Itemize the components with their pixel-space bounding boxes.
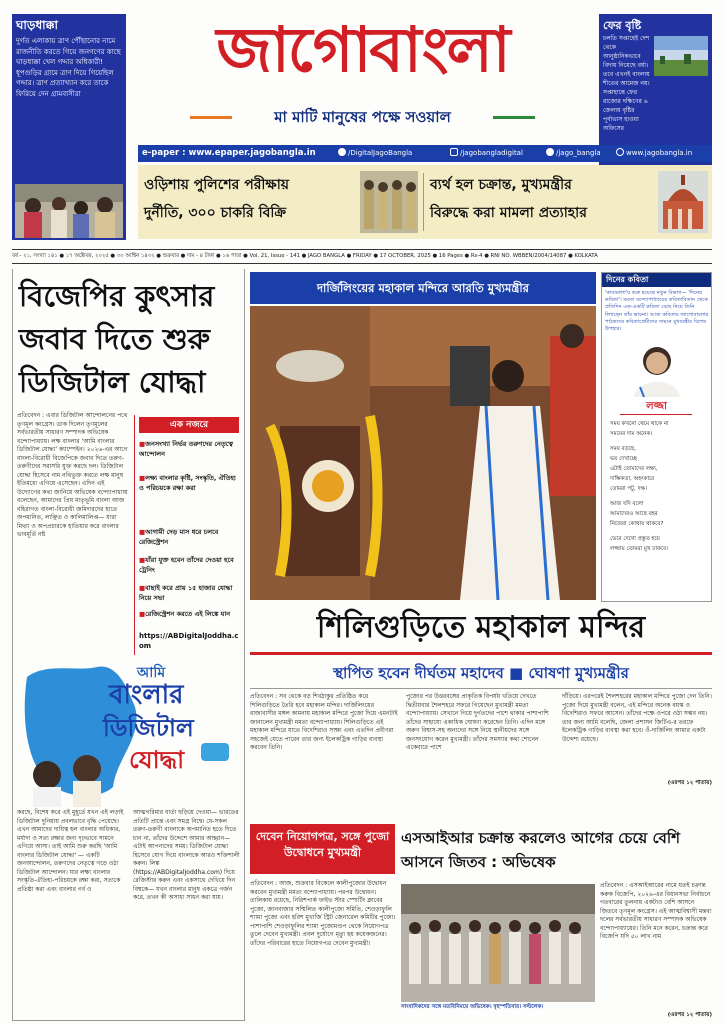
promo-right-line1[interactable]: ব্যর্থ হল চক্রান্ত, মুখ্যমন্ত্রীর <box>430 177 572 193</box>
left-box-title: ঘাড়ধাক্কা <box>16 18 58 32</box>
tagline-right-rule <box>493 116 535 119</box>
dateline: বর্ষ - ২১, সংখ্যা ১৪১ ● ১৭ অক্টোবর, ২০২৫ ● ৩০ আশ্বিন ১৪৩২ ● শুক্রবার ● দাম - ৪ টাকা ● ১৬ পাতা ● Vol. 21, Issue - 141 ● JAGO BANGLA ● FRIDAY ● 17 OCTOBER, 2025 ● 16 Pages ● Rs-4 ● RNI NO. WBBEN/2004/14087 ● KOLKATA <box>12 253 598 259</box>
poem-line-3: সময় বড়ছে, <box>610 446 636 452</box>
digital-warrior-poster <box>17 657 239 807</box>
photo-story-title[interactable]: দার্জিলিংয়ের মহাকাল মন্দিরে আরতি মুখ্যমন্ত্রীর <box>250 272 596 304</box>
bullet-icon: ■ <box>139 440 146 448</box>
social-instagram[interactable] <box>450 148 523 157</box>
lead-rule-bottom <box>250 688 712 689</box>
instagram-icon <box>450 148 458 156</box>
glance-item-4: ■যাঁরা যুক্ত হবেন তাঁদের দেওয়া হবে ট্রেনিং <box>139 556 234 574</box>
poem-header: দিনের কবিতা <box>602 273 711 287</box>
main-body-2: করছে, বিশেষ করে এই মুহূর্তে যখন এই লড়াই ডিজিটাল দুনিয়ায় প্রবলভাবে বৃদ্ধি পেয়েছে। এখন আমাদের দায়িত্ব হল বাংলার অধিকার, মর্যাদা ও সত্য রক্ষার জন্য দৃঢ়ভাবে সামনে এগিয়ে আসা। তাই আমি শুরু করছি 'আমি বাংলার ডিজিটাল যোদ্ধা' — একটি জনআন্দোলন, তরুণদের নেতৃত্বে গড়ে ওঠা ডিজিটাল আন্দোলন। যার লক্ষ্য বাংলার সংস্কৃতি-ঐতিহ্য-পরিচয়কে রক্ষা করা, সত্যকে প্রতিষ্ঠা করা এবং বাংলার গর্ব ও <box>17 809 124 893</box>
bullet-icon: ■ <box>139 584 146 592</box>
masthead-tagline: মা মাটি মানুষের পক্ষে সওয়াল <box>274 108 451 126</box>
facebook-handle: /DigitalJagoBangla <box>348 149 413 157</box>
poem-line-8: আজ যদি বলো <box>610 501 644 507</box>
temple-aarti-photo <box>250 306 596 600</box>
promo-left-line2[interactable]: দুর্নীতি, ৩০০ চাকরি বিক্রি <box>144 205 287 221</box>
poster-line-1: আমি <box>137 665 166 681</box>
bullet-icon: ■ <box>139 610 146 618</box>
promo-divider <box>423 173 424 231</box>
press-photo-caption: সাংবাদিকদের সঙ্গে মতবিনিময়ে অভিষেক। বৃহস্পতিবার। সল্টলেক। <box>401 1004 544 1010</box>
poem-line-6: দাম্ভিকতা, অহংকারে <box>610 476 655 482</box>
poem-line-5: এটাই তোমাদের লক্ষ্য, <box>610 466 658 472</box>
glance-box <box>134 415 242 655</box>
poem-line-9: আমাদেরও আছে বহর <box>610 511 658 517</box>
poem-line-11: ভেবে দেখো প্রস্তুত হয়ে <box>610 536 660 542</box>
masthead-logo[interactable]: জাগোবাংলা <box>216 13 509 86</box>
poster-line-4: যোদ্ধা <box>129 746 185 774</box>
bullet-icon: ■ <box>139 474 146 482</box>
promo-left-line1[interactable]: ওড়িশায় পুলিশের পরীক্ষায় <box>144 177 290 193</box>
main-story <box>12 269 245 1021</box>
instagram-handle: /jagobangladigital <box>460 149 523 157</box>
poem-title: লজ্জা <box>646 401 667 412</box>
poster-line-3: ডিজিটাল <box>103 714 194 742</box>
facebook-icon <box>338 148 346 156</box>
glance-item-6: ■রেজিস্ট্রেশন করতে এই লিঙ্কে যান <box>139 610 231 618</box>
social-website[interactable] <box>616 148 692 157</box>
left-news-box <box>12 14 126 240</box>
poem-line-7: তোমরা পটু, দক্ষ। <box>610 486 647 492</box>
epaper-link[interactable]: e-paper : www.epaper.jagobangla.in <box>142 148 316 158</box>
glance-title: এক নজরে <box>139 417 239 433</box>
main-body-1: প্রতিবেদন : এবার ডিজিটাল আন্দোলনের পথে তৃণমূল কংগ্রেস। ডাক দিলেন তৃণমূলের সর্বভারতীয় সাধারণ সম্পাদক অভিষেক বন্দ্যোপাধ্যায়। লক্ষ বাংলার 'আমি বাংলার ডিজিটাল যোদ্ধা' ক্যাম্পেইন। ২০২৬-এর আগে বাংলা-বিরোধী বিজেপিকে জবাব দিতে তরুণ-তরুণীদের সরাসরি যুক্ত করছে দল। ডিজিটাল যোদ্ধা হিসেবে নাম নথিভুক্ত করতে লক্ষ মানুষ ইতিমধ্যে এগিয়ে এসেছেন। এদিন এই উদ্যোগের কথা জানিয়ে অভিষেক বন্দ্যোপাধ্যায় বলেছেন, আমাদের প্রিয় মাতৃভূমি বাংলা আজ বহিরাগত বাংলা-বিরোধী জমিদারদের হাতে অপমানিত, লাঞ্ছিত ও কালিমালিপ্ত— যারা মিথ্যা ও অপপ্রচারকে হাতিয়ার করে বাংলার ভাবমূর্তি নষ্ট <box>17 412 128 538</box>
social-twitter[interactable] <box>546 148 601 157</box>
bottom-left-headline[interactable]: দেবেন নিয়োগপত্র, সঙ্গে পুজো উদ্বোধনে মুখ্যমন্ত্রী <box>250 824 395 874</box>
bottom-right-headline[interactable]: এসআইআর চক্রান্ত করলেও আগের চেয়ে বেশি আসনে জিতব : অভিষেক <box>401 829 681 871</box>
right-box-photo <box>654 36 708 76</box>
lead-headline[interactable]: শিলিগুড়িতে মহাকাল মন্দির <box>316 610 646 645</box>
globe-icon <box>616 148 624 156</box>
poem-ornament <box>620 414 692 415</box>
lead-col-2: পুজোর পর উত্তরবঙ্গের প্রাকৃতিক বিপর্যয় খতিয়ে দেখতে দ্বিতীয়বার শৈলশহরে সফরে গিয়েছেন মুখ্যমন্ত্রী মমতা বন্দ্যোপাধ্যায়। সেখানে গিয়ে দুর্গতদের পাশে থাকার পাশাপাশি তাঁদের সাহায্যে একাধিক ঘোষণা করেছেন তিনি। এদিন মঙ্গে অরুণ বিশ্বাস-সহ অন্যদের সঙ্গে নিয়ে স্থানীয়দের সঙ্গে জনসংযোগ করেন মুখ্যমন্ত্রী। তাঁদের সমস্যার কথা শোনেন একেবারে পাশে <box>406 693 549 751</box>
poet-portrait <box>616 337 698 397</box>
social-facebook[interactable] <box>338 148 412 157</box>
main-headline[interactable]: বিজেপির কুৎসার জবাব দিতে শুরু ডিজিটাল যোদ্ধা <box>19 279 215 399</box>
poster-line-2: বাংলার <box>109 680 184 710</box>
right-box-body: চলতি সপ্তাহেই দেশ থেকে আনুষ্ঠানিকভাবে বিদায় নিয়েছে বর্ষা। তবে এখনই বাংলায় শীতের আমেজ নয়। সপ্তাহান্তে ফের রাজ্যের দক্ষিণের ৬ জেলায় বৃষ্টির পূর্বাভাস হাওয়া অফিসের <box>603 35 650 132</box>
poem-line-1: সময় কখনো থেমে থাকে না <box>610 421 669 427</box>
tagline-left-rule <box>190 116 232 119</box>
glance-link[interactable]: https://ABDigitalJoddha.com <box>139 632 239 650</box>
promo-right-photo <box>658 171 708 233</box>
bottom-left-body: প্রতিবেদন : আজ, শুক্রবার বিকেলে কালীপুজোর উদ্বোধন করবেন মুখ্যমন্ত্রী মমতা বন্দ্যোপাধ্যায়। পরপর উদ্বোধন। তালিকায় রয়েছে, নিরিশপার্ক ফাইভ স্টার স্পোর্টিং ক্লাবের পুজো, জানবাজার সম্মিলিত কালীপুজো সমিতি, শেওড়াফুলি শ্যামা পুজো এবং হরিশ মুখার্জি স্ট্রিট জেনারেল কমিটির পুজো। পাশাপাশি শেওড়াফুলির শ্যামা পুজোমণ্ডপ থেকে নিয়োগপত্র তুলে দেবেন মুখ্যমন্ত্রী। প্রবল দুর্যোগে মৃত্যু হয় কয়েকজনের। তাঁদের পরিবারের হাতে নিয়োগপত্র দেবেন মুখ্যমন্ত্রী। <box>250 880 396 947</box>
website-url: www.jagobangla.in <box>626 149 693 157</box>
poem-line-2: সময়ের দাম অনেক। <box>610 431 653 437</box>
twitter-icon <box>546 148 554 156</box>
poem-box <box>601 272 712 602</box>
poem-line-10: নিজেরা কোথায় থাকবে? <box>610 521 664 527</box>
left-box-photo <box>15 184 123 238</box>
bottom-right-body: প্রতিবেদন : এসআইআরের নামে যতই চক্রান্ত করুক বিজেপি, ২০২৬-এর বিধানসভা নির্বাচনে গতবারের তুলনায় একটাও বেশি আসনে জিতবে তৃণমূল কংগ্রেস। এই আত্মবিশ্বাসী মন্তব্য দলের সর্বভারতীয় সাধারণ সম্পাদক অভিষেক বন্দ্যোপাধ্যায়ের। তিনি মনে করেন, চক্রান্ত করে বিজেপি যদি ৫০ লাখ নাম <box>600 882 712 940</box>
bullet-icon: ■ <box>139 528 146 536</box>
glance-item-2: ■লক্ষ্য বাংলার কৃষ্টি, সংস্কৃতি, ঐতিহ্য ও পরিচয়কে রক্ষা করা <box>139 474 236 492</box>
glance-item-1: ■জনসংখ্যা নির্ভর তরুণদের নেতৃত্বে আন্দোলন <box>139 440 233 458</box>
abhishek-press-photo <box>401 884 595 1002</box>
glance-item-5: ■বাছাই করে প্রায় ১৫ হাজার যোদ্ধা নিয়ে সভা <box>139 584 233 602</box>
dateline-rule-top <box>12 249 712 250</box>
bullet-icon: ■ <box>139 556 146 564</box>
epaper-bar <box>138 145 712 162</box>
left-box-body: দুর্গত এলাকায় ত্রাণ পৌঁছানোর নামে রাজনীতি করতে গিয়ে জনগণের কাছে ঘাড়ধাক্কা খেল গদ্দার অধিকারী! ধূপগুড়ির গ্রামে ত্রাণ দিয়ে গিয়েছিল গদ্দার। ত্রাণ প্রত্যাখ্যান করে তাকে ফিরিয়ে দেন গ্রামবাসীরা <box>16 37 121 98</box>
lead-col-3: দাঁড়িয়ে। এরপরেই শৈলশহরের মহাকাল মন্দিরে পুজো দেন তিনি। পুজো দিয়ে মুখ্যমন্ত্রী বলেন, এই মন্দিরে অনেক বয়স্ক ও বিদেশিরাও সফরে আসেন। তাঁদের পক্ষে ওপরে ওঠা সম্ভব নয়। তার জন্য আমি বলেছি, জেলা প্রশাসন জিটিএ-র তরফে ইলেকট্রিক গাড়ির ব্যবস্থা করা হবে। ওঁ-দার্জিলিং আমার একটা উদ্দেশ্য রয়েছে। <box>562 693 712 743</box>
dateline-rule-bottom <box>12 263 712 264</box>
poem-line-12: লজ্জায় তোমরা মুখ ঢাকবে। <box>610 546 669 552</box>
promo-left-photo <box>360 171 418 233</box>
right-box-title: ফের বৃষ্টি <box>603 19 642 32</box>
bottom-right-jump[interactable]: (এরপর ১২ পাতায়) <box>667 1012 712 1018</box>
lead-jump[interactable]: (এরপর ১২ পাতায়) <box>667 780 712 786</box>
poem-intro: 'কাব্যমালা'য় শুরু হয়েছে নতুন বিভাগ— 'দিনের কবিতা'। মমতা বন্দ্যোপাধ্যায়ের কবিতাবিতান থেকে প্রতিদিন এক-একটি কবিতা বেছে নিয়ে তিনি লিখছেন তাঁর ভাবনা। আজ কবিতায় জাগোবাংলার পাঠকদের কবিতাপ্রেমীদের সামনে মুখ্যমন্ত্রীর বিশেষ উপহার। <box>605 290 709 333</box>
promo-strip <box>138 165 712 239</box>
promo-right-line2[interactable]: বিরুদ্ধে করা মামলা প্রত্যাহার <box>430 205 587 221</box>
lead-subhead[interactable]: স্থাপিত হবেন দীর্ঘতম মহাদেব ■ ঘোষণা মুখ্যমন্ত্রীর <box>333 664 629 682</box>
main-body-3: আত্মগরিমার বার্তা ছড়িয়ে দেওয়া— ভারতের প্রতিটি প্রান্তে এবং সমগ্র বিশ্বে। যে-সকল তরুণ-তরুণী বাংলাকে অপমানিত হতে দিতে চান না, তাঁদের উদ্দেশে আমার আহ্বান— এটাই আপনাদের সময়। ডিজিটাল যোদ্ধা হিসেবে যোগ দিয়ে বাংলাকে আরও শক্তিশালী করুন। লিঙ্ক (https://ABDigitalJoddha.com) দিয়ে রেজিস্টার করুন এবং একসাথে দেখিয়ে দিন বিশ্বকে— যখন বাংলার মানুষ একত্রে গর্জন করে, তখন কী অসাধ্য সাধন করা যায়। <box>133 809 240 901</box>
poem-line-4: ভয় দেখাচ্ছে <box>610 456 637 462</box>
photo-story <box>250 272 596 602</box>
lead-rule <box>250 652 712 655</box>
twitter-handle: /jago_bangla <box>556 149 601 157</box>
lead-col-1: প্রতিবেদন : সব থেকে বড় শিবঠাকুর প্রতিষ্ঠিত করে শিলিগুড়িতে তৈরি হবে মহাকাল মন্দির। দার্জিলিংয়ের রাজ্যবাসীর মঙ্গল কামনায় মহাকাল মন্দিরে পুজো দিয়ে এমনটাই জানালেন মুখ্যমন্ত্রী মমতা বন্দ্যোপাধ্যায়। শিলিগুড়িতে এই মহাকাল মন্দিরে যাতে বিদেশিরাও সাক্ষ্য এবং এতদিন প্রবীণরা সহজেই যেতে পারেন তার জন্য ইলেকট্রিক গাড়ির ব্যবস্থা করবেন তিনি। <box>250 693 398 751</box>
glance-item-3: ■আগামী দেড় মাস ধরে চলবে রেজিস্ট্রেশন <box>139 528 219 546</box>
